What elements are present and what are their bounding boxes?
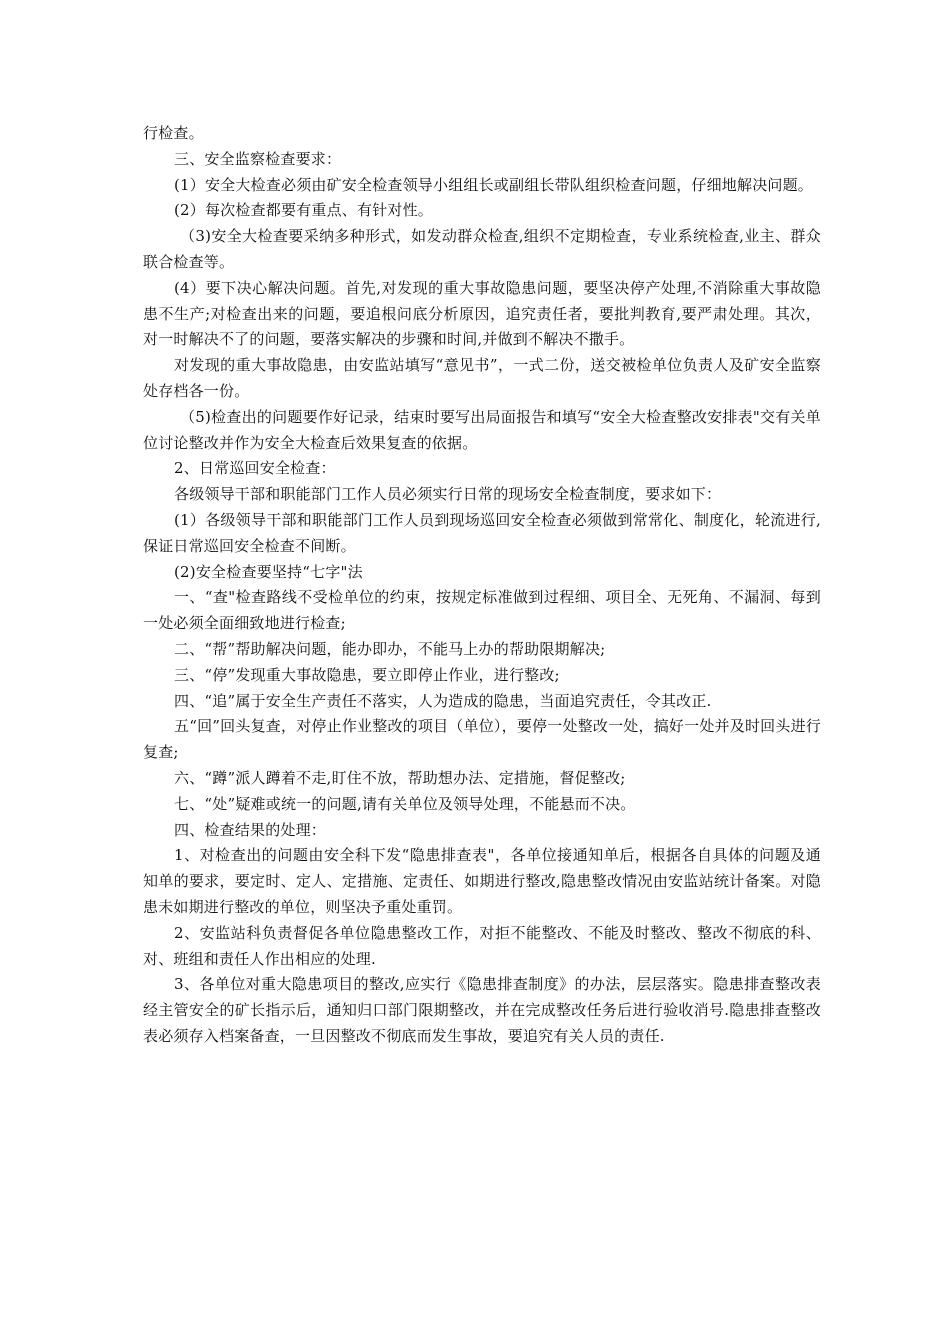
paragraph: (2）每次检查都要有重点、有针对性。	[174, 201, 433, 220]
paragraph: (1）各级领导干部和职能部门工作人员到现场巡回安全检查必须做到常常化、制度化，轮流进行,保证日常巡回安全检查不间断。	[143, 510, 821, 555]
paragraph: 七、“处”疑难或统一的问题,请有关单位及领导处理，不能悬而不决。	[174, 794, 636, 813]
paragraph: 四、检查结果的处理：	[174, 820, 327, 839]
paragraph: 2、安监站科负责督促各单位隐患整改工作，对拒不能整改、不能及时整改、整改不彻底的科、对、班组和责任人作出相应的处理.	[143, 923, 821, 968]
paragraph: (1）安全大检查必须由矿安全检查领导小组组长或副组长带队组织检查问题，仔细地解决问题。	[174, 175, 813, 194]
paragraph: (2)安全检查要坚持“七字"法	[174, 562, 363, 581]
paragraph: 四、“追”属于安全生产责任不落实，人为造成的隐患，当面追究责任，令其改正.	[174, 691, 712, 710]
paragraph: 二、“帮”帮助解决问题，能办即办，不能马上办的帮助限期解决;	[174, 639, 606, 658]
paragraph: (4）要下决心解决问题。首先,对发现的重大事故隐患问题，要坚决停产处理,不消除重大事故隐患不生产;对检查出来的问题，要追根问底分析原因，追究责任者，要批判教育,要严肃处理。其次，对一时解决不了的问题，要落实解决的步骤和时间,并做到不解决不撒手。	[143, 278, 821, 349]
paragraph: 三、“停”发现重大事故隐患，要立即停止作业，进行整改;	[174, 665, 560, 684]
paragraph: 各级领导干部和职能部门工作人员必须实行日常的现场安全检查制度，要求如下：	[174, 485, 722, 504]
paragraph: 行检查。	[143, 124, 204, 142]
paragraph: 1、对检查出的问题由安全科下发“隐患排查表"，各单位接通知单后，根据各自具体的问题及通知单的要求，要定时、定人、定措施、定责任、如期进行整改,隐患整改情况由安监站统计备案。对隐患未如期进行整改的单位，则坚决予重处重罚。	[143, 846, 821, 916]
paragraph: 一、“查"检查路线不受检单位的约束，按规定标准做到过程细、项目全、无死角、不漏洞、每到一处必须全面细致地进行检查;	[143, 588, 821, 633]
paragraph: 六、“蹲”派人蹲着不走,盯住不放，帮助想办法、定措施，督促整改;	[174, 768, 626, 787]
paragraph: 对发现的重大事故隐患，由安监站填写“意见书”，一式二份，送交被检单位负责人及矿安全监察处存档各一份。	[143, 356, 821, 400]
paragraph: （5)检查出的问题要作好记录，结束时要写出局面报告和填写“安全大检查整改安排表"交有关单位讨论整改并作为安全大检查后效果复查的依据。	[143, 407, 821, 452]
paragraph: 五“回”回头复查，对停止作业整改的项目（单位），要停一处整改一处，搞好一处并及时回头进行复查;	[143, 717, 821, 762]
paragraph: （3)安全大检查要采纳多种形式，如发动群众检查,组织不定期检查，专业系统检查,业主、群众联合检查等。	[143, 227, 821, 271]
paragraph: 3、各单位对重大隐患项目的整改,应实行《隐患排查制度》的办法，层层落实。隐患排查整改表经主管安全的矿长指示后，通知归口部门限期整改，并在完成整改任务后进行验收消号.隐患排查整改表必须存入档案备查，一旦因整改不彻底而发生事故，要追究有关人员的责任.	[143, 975, 821, 1045]
paragraph: 2、日常巡回安全检查：	[174, 459, 336, 478]
document-page	[143, 121, 821, 1050]
paragraph: 三、安全监察检查要求：	[174, 149, 342, 168]
